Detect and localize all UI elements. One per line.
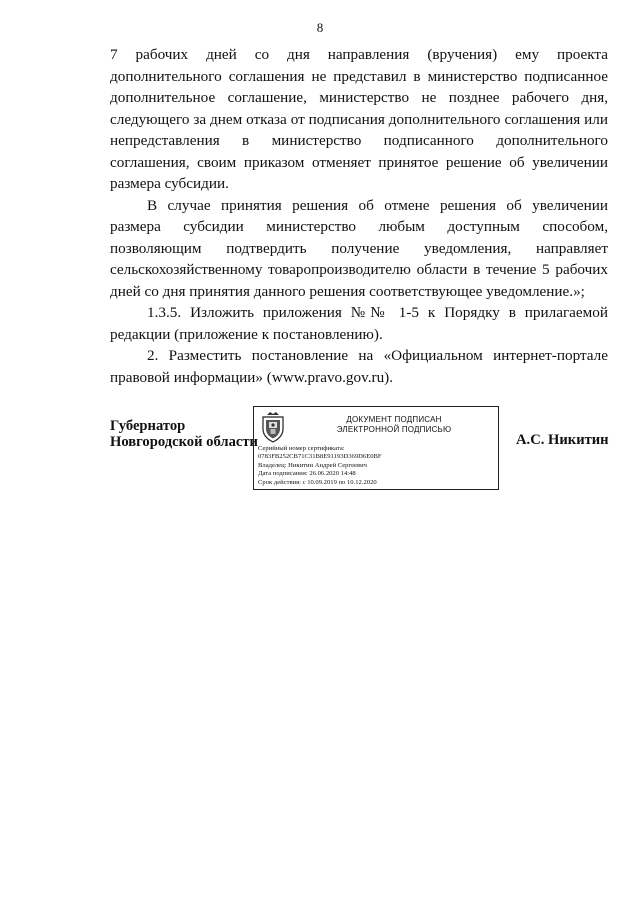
signer-position (110, 418, 258, 450)
stamp-title (294, 415, 494, 435)
signing-date: Дата подписания: 26.06.2020 14:48 (258, 470, 356, 478)
certificate-serial-label: Серийный номер сертификата: (258, 445, 345, 452)
paragraph-publication: 2. Разместить постановление на «Официальном интернет-портале правовой информации» (www.pravo.gov.ru). (110, 347, 608, 386)
document-body (110, 44, 608, 388)
page-number: 8 (316, 20, 324, 35)
paragraph-appendices: 1.3.5. Изложить приложения №№ 1-5 к Порядку в прилагаемой редакции (приложение к постановлению). (110, 304, 608, 343)
stamp-details (258, 445, 498, 487)
paragraph-continuation: 7 рабочих дней со дня направления (вручения) ему проекта дополнительного соглашения не представил в министерство подписанное дополнительное соглашение, министерство не позднее рабочего дня, следующего за днем отказа от подписания дополнительного соглашения или непредставления в министерство подписанного дополнительного соглашения, своим приказом отменяет принятое решение об увеличении размера субсидии. (110, 46, 608, 192)
signer-name: А.С. Никитин (516, 432, 609, 448)
stamp-title-line-2: ЭЛЕКТРОННОЙ ПОДПИСЬЮ (336, 425, 452, 434)
electronic-signature-stamp (253, 406, 499, 490)
stamp-title-line-1: ДОКУМЕНТ ПОДПИСАН (346, 415, 442, 424)
certificate-validity: Срок действия: с 10.09.2019 по 10.12.2020 (258, 478, 377, 486)
certificate-owner: Владелец: Никитин Андрей Сергеевич (258, 461, 367, 469)
certificate-serial-value: 0783FB252CB71C31B8E91193D369D6E0BF (258, 453, 382, 461)
signer-position-line-1: Губернатор (110, 418, 186, 434)
signature-block (0, 406, 640, 496)
coat-of-arms-icon (259, 411, 287, 443)
signer-position-line-2: Новгородской области (110, 434, 258, 450)
paragraph-notification: В случае принятия решения об отмене решения об увеличении размера субсидии министерство любым доступным способом, позволяющим подтвердить получение уведомления, направляет сельскохозяйственному товаропроизводителю области в течение 5 рабочих дней со дня принятия данного решения соответствующее уведомление.»; (110, 196, 608, 300)
